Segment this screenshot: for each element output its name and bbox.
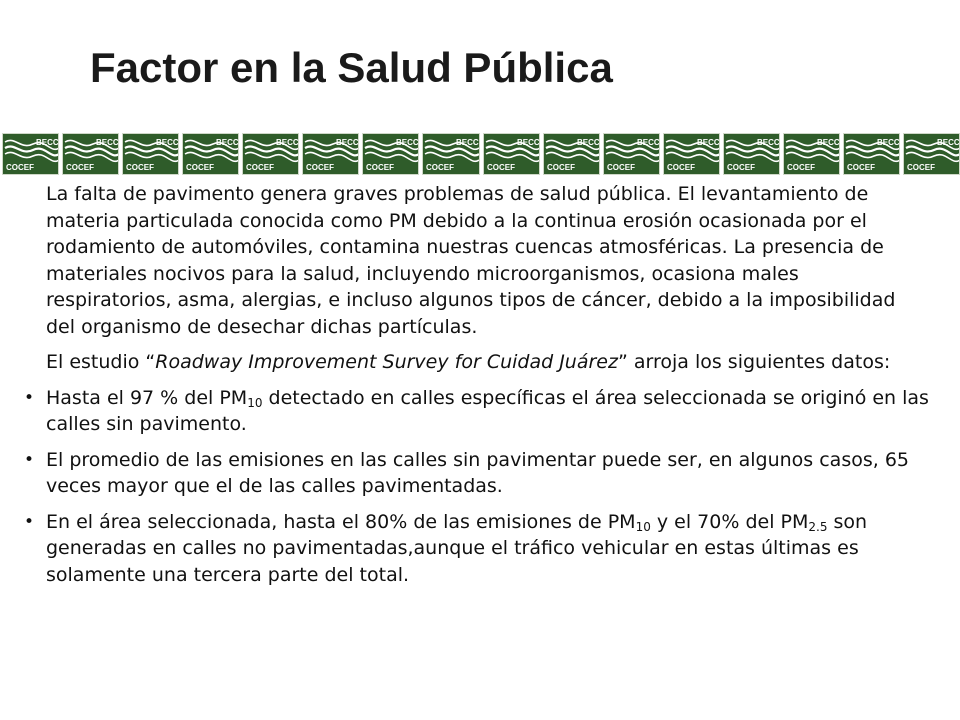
svg-text:COCEF: COCEF xyxy=(786,163,815,172)
svg-text:COCEF: COCEF xyxy=(426,163,455,172)
becc-cocef-logo-icon xyxy=(362,133,419,175)
svg-text:BECC: BECC xyxy=(36,138,59,147)
slide-body xyxy=(24,181,929,597)
logo-banner xyxy=(2,133,960,175)
svg-text:COCEF: COCEF xyxy=(246,163,275,172)
svg-text:COCEF: COCEF xyxy=(726,163,755,172)
bullet-3-pre: En el área seleccionada, hasta el 80% de las emisiones de PM xyxy=(46,510,636,533)
svg-text:BECC: BECC xyxy=(216,138,239,147)
bullet-1-pre: Hasta el 97 % del PM xyxy=(46,386,248,409)
svg-text:BECC: BECC xyxy=(816,138,840,147)
svg-text:BECC: BECC xyxy=(276,138,299,147)
svg-text:COCEF: COCEF xyxy=(306,163,335,172)
svg-text:BECC: BECC xyxy=(396,138,420,147)
svg-text:BECC: BECC xyxy=(636,138,660,147)
svg-text:BECC: BECC xyxy=(876,138,900,147)
becc-cocef-logo-icon xyxy=(783,133,840,175)
svg-text:BECC: BECC xyxy=(696,138,720,147)
svg-text:COCEF: COCEF xyxy=(846,163,875,172)
bullet-3-sub1: 10 xyxy=(635,519,651,534)
becc-cocef-logo-icon xyxy=(122,133,179,175)
bullet-marker: • xyxy=(24,387,35,408)
bullet-3-post: son generadas en calles no pavimentadas,aunque el tráfico vehicular en estas últimas es solamente una tercera parte del total. xyxy=(46,510,868,586)
becc-cocef-logo-icon xyxy=(483,133,540,175)
svg-text:COCEF: COCEF xyxy=(546,163,575,172)
bullet-1-sub: 10 xyxy=(247,395,263,410)
intro-paragraph: La falta de pavimento genera graves problemas de salud pública. El levantamiento de materia particulada conocida como PM debido a la continua erosión ocasionada por el rodamiento de automóviles, contamina nuestras cuencas atmosféricas. La presencia de materiales nocivos para la salud, incluyendo microorganismos, ocasiona males respiratorios, asma, alergias, e incluso algunos tipos de cáncer, debido a la imposibilidad del organismo de desechar dichas partículas. xyxy=(46,183,896,338)
becc-cocef-logo-icon xyxy=(302,133,359,175)
becc-cocef-logo-icon xyxy=(843,133,900,175)
becc-cocef-logo-icon xyxy=(723,133,780,175)
bullet-3-mid: y el 70% del PM xyxy=(650,510,809,533)
svg-text:BECC: BECC xyxy=(516,138,540,147)
svg-text:COCEF: COCEF xyxy=(366,163,395,172)
svg-text:COCEF: COCEF xyxy=(666,163,695,172)
bullet-item xyxy=(24,509,929,589)
bullet-3-sub2: 2.5 xyxy=(808,519,828,534)
bullet-1-post: detectado en calles específicas el área seleccionada se originó en las calles sin pavimento. xyxy=(46,386,929,435)
bullet-item xyxy=(24,447,929,500)
bullet-2-text: El promedio de las emisiones en las calles sin pavimentar puede ser, en algunos casos, 65 veces mayor que el de las calles pavimentadas. xyxy=(46,448,910,497)
page-title: Factor en la Salud Pública xyxy=(90,44,613,91)
study-pre: El estudio “ xyxy=(46,351,156,373)
becc-cocef-logo-icon xyxy=(182,133,239,175)
svg-text:COCEF: COCEF xyxy=(126,163,155,172)
becc-cocef-logo-icon xyxy=(663,133,720,175)
becc-cocef-logo-icon xyxy=(2,133,59,175)
svg-text:COCEF: COCEF xyxy=(66,163,95,172)
svg-text:BECC: BECC xyxy=(576,138,600,147)
becc-cocef-logo-icon xyxy=(242,133,299,175)
study-paragraph xyxy=(46,349,926,376)
svg-text:COCEF: COCEF xyxy=(186,163,215,172)
svg-text:BECC: BECC xyxy=(936,138,960,147)
becc-cocef-logo-icon xyxy=(543,133,600,175)
bullet-marker: • xyxy=(24,511,35,532)
bullet-marker: • xyxy=(24,449,35,470)
svg-text:BECC: BECC xyxy=(156,138,179,147)
svg-text:COCEF: COCEF xyxy=(486,163,515,172)
becc-cocef-logo-icon xyxy=(422,133,479,175)
svg-text:BECC: BECC xyxy=(336,138,359,147)
bullet-item xyxy=(24,385,929,438)
svg-text:COCEF: COCEF xyxy=(906,163,935,172)
svg-text:COCEF: COCEF xyxy=(6,163,34,172)
svg-text:BECC: BECC xyxy=(756,138,780,147)
svg-text:BECC: BECC xyxy=(96,138,119,147)
data-bullet-list xyxy=(24,385,929,589)
becc-cocef-logo-icon xyxy=(62,133,119,175)
study-title: Roadway Improvement Survey for Cuidad Juárez xyxy=(155,351,618,373)
study-post: ” arroja los siguientes datos: xyxy=(617,351,891,373)
svg-text:COCEF: COCEF xyxy=(606,163,635,172)
becc-cocef-logo-icon xyxy=(903,133,960,175)
svg-text:BECC: BECC xyxy=(456,138,480,147)
becc-cocef-logo-icon xyxy=(603,133,660,175)
